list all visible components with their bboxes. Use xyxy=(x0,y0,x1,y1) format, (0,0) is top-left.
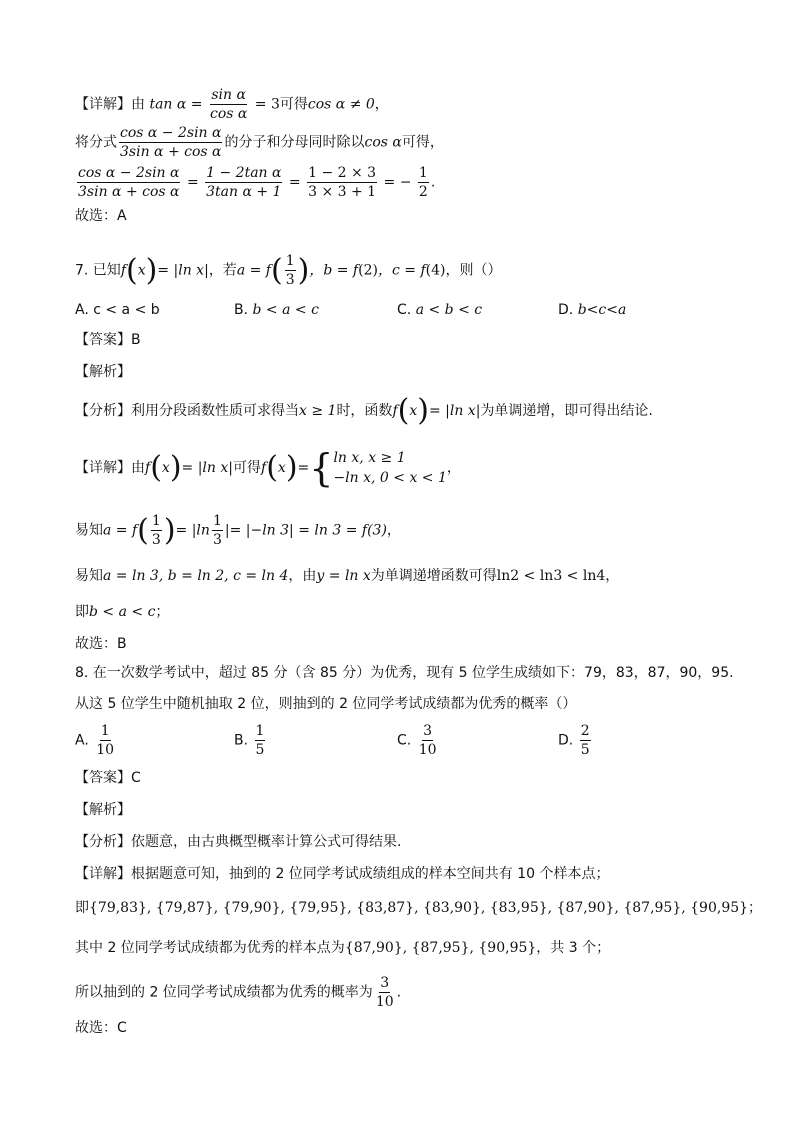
text: ，由 xyxy=(288,568,317,584)
fraction-one-third xyxy=(212,512,223,549)
equals: = xyxy=(186,174,199,191)
abc-values: a = ln 3, b = ln 2, c = ln 4 xyxy=(103,568,289,584)
text: 可得， xyxy=(401,134,444,151)
text: 由 xyxy=(131,96,145,113)
text: 即 xyxy=(75,604,89,620)
var-x: x xyxy=(277,460,286,476)
value: b < a < c xyxy=(252,302,319,318)
text: 易知 xyxy=(75,568,103,584)
c-eq: ，c = f xyxy=(377,262,426,279)
abs-ln-x: = |ln x| xyxy=(428,403,481,419)
numerator: 1 xyxy=(100,723,110,739)
text: 其中 2 位同学考试成绩都为优秀的样本点为 xyxy=(75,940,345,956)
s6-detail-line1 xyxy=(75,86,389,123)
fraction xyxy=(418,722,438,759)
abs-ln-x: = |ln x| xyxy=(181,460,233,476)
func-f: f xyxy=(392,403,398,419)
c-arg: (4) xyxy=(425,262,446,279)
text: ， xyxy=(386,522,401,539)
fraction-sin-cos xyxy=(209,86,248,123)
s6-detail-line2 xyxy=(75,124,444,161)
piecewise-cases xyxy=(333,448,446,488)
numerator: 1 xyxy=(151,513,161,529)
denominator: 3tan α + 1 xyxy=(206,184,282,200)
case-2: −ln x, 0 < x < 1 xyxy=(333,470,447,486)
q7-choose: 故选：B xyxy=(75,636,127,652)
text: 【详解】由 xyxy=(75,460,145,476)
q8-option-d xyxy=(558,722,593,759)
inequality: ln2 < ln3 < ln4 xyxy=(496,568,606,584)
q7-answer: 【答案】B xyxy=(75,332,141,348)
text: 可得 xyxy=(279,96,308,113)
y-ln-x: y = ln x xyxy=(316,568,371,584)
text: ， xyxy=(605,568,620,584)
text: ，若 xyxy=(208,262,237,279)
equals-neg: = − xyxy=(383,174,412,191)
tan-expr: tan α = xyxy=(149,96,203,113)
fraction xyxy=(255,722,266,759)
denominator: 3 × 3 + 1 xyxy=(308,184,377,200)
x-ge-1: x ≥ 1 xyxy=(299,403,337,419)
equation-chain: = |−ln 3| = ln 3 = f(3) xyxy=(229,522,387,539)
numerator: 1 xyxy=(285,253,295,269)
denominator: 2 xyxy=(418,184,428,200)
a-eq-f: a = f xyxy=(236,262,271,279)
numerator: cos α − 2sin α xyxy=(120,125,222,141)
label: A. xyxy=(75,732,89,749)
label: C. xyxy=(397,732,412,749)
numerator: 1 − 2 × 3 xyxy=(308,165,377,181)
numerator: 1 xyxy=(418,165,428,181)
equals-3: = 3 xyxy=(254,96,280,113)
text: 将分式 xyxy=(75,134,117,151)
var-x: x xyxy=(161,460,170,476)
text: 所以抽到的 2 位同学考试成绩都为优秀的概率为 xyxy=(75,984,373,1001)
case-1: ln x, x ≥ 1 xyxy=(333,450,406,466)
denominator: 3 xyxy=(151,532,161,548)
numerator: 2 xyxy=(580,723,590,739)
equals: = xyxy=(288,174,301,191)
label: D. xyxy=(558,302,574,318)
func-f: f xyxy=(120,262,126,279)
fraction-2 xyxy=(205,164,282,201)
text: 易知 xyxy=(75,522,103,539)
denominator: 5 xyxy=(255,742,265,758)
abs-ln: = |ln xyxy=(175,522,210,539)
q8-detail: 【详解】根据题意可知，抽到的 2 位同学考试成绩组成的样本空间共有 10 个样本点； xyxy=(75,866,610,882)
var-x: x xyxy=(409,403,418,419)
text: . xyxy=(396,984,402,1001)
numerator: 3 xyxy=(380,975,390,991)
text: ， xyxy=(374,96,389,113)
b-arg: (2) xyxy=(358,262,378,279)
fraction-1 xyxy=(77,164,180,201)
text: 【分析】利用分段函数性质可求得当 xyxy=(75,403,299,419)
text: 的分子和分母同时除以 xyxy=(224,134,365,151)
denominator: 3sin α + cos α xyxy=(78,184,180,200)
sample-list: {79,83}, {79,87}, {79,90}, {79,95}, {83,87}, {83,90}, {83,95}, {87,90}, {87,95}, {90,95} xyxy=(89,900,749,916)
q8-stem-2: 从这 5 位学生中随机抽取 2 位，则抽到的 2 位同学考试成绩都为优秀的概率（） xyxy=(75,696,577,712)
fraction-3 xyxy=(307,164,377,201)
q8-stem-1: 8. 在一次数学考试中，超过 85 分（含 85 分）为优秀，现有 5 位学生成绩如下：79，83，87，90，95. xyxy=(75,665,734,681)
q7-option-d xyxy=(558,300,626,320)
fraction-half xyxy=(418,164,429,201)
q8-option-b xyxy=(234,722,267,759)
q8-choose: 故选：C xyxy=(75,1020,127,1036)
fraction-3-10 xyxy=(375,974,395,1011)
b-eq: ，b = f xyxy=(309,262,359,279)
denominator: cos α xyxy=(209,106,248,122)
q8-fenxi: 【分析】依题意，由古典概型概率计算公式可得结果. xyxy=(75,834,402,850)
numerator: 1 − 2tan α xyxy=(206,165,282,181)
q8-option-c xyxy=(397,722,440,759)
value: b<c<a xyxy=(577,302,627,318)
q7-conclusion xyxy=(75,602,169,622)
fraction-one-third xyxy=(151,512,162,549)
q8-probability xyxy=(75,974,401,1011)
text: ， xyxy=(446,460,461,476)
var-x: x xyxy=(137,262,146,279)
a-eq-f: a = f xyxy=(103,522,138,539)
q8-answer: 【答案】C xyxy=(75,770,141,786)
q7-option-c xyxy=(397,300,482,320)
numerator: cos α − 2sin α xyxy=(78,165,180,181)
q7-stem: 7. 已知f(x)= |ln x|，若a = f( $\frac{1}{3}$ )，b = f(2)，c = f(4)，则（） xyxy=(75,252,502,288)
text: ； xyxy=(748,900,763,916)
q7-yizhi-abc xyxy=(75,566,619,586)
fraction xyxy=(95,722,115,759)
s6-detail-line3 xyxy=(75,164,435,201)
numerator: sin α xyxy=(211,87,246,103)
text: 为单调递增函数可得 xyxy=(370,568,497,584)
denominator: 10 xyxy=(96,742,115,758)
q7-yizhi-a: 易知a = f( $\frac{1}{3}$ )= |ln $\frac{1}{3}$ |= |−ln 3| = ln 3 = f(3)， xyxy=(75,512,401,548)
denominator: 3sin α + cos α xyxy=(120,144,222,160)
cos-ne-0: cos α ≠ 0 xyxy=(307,96,375,113)
label: B. xyxy=(234,732,249,749)
numerator: 3 xyxy=(423,723,433,739)
func-f: f xyxy=(145,460,151,476)
denominator: 3 xyxy=(285,272,295,288)
abs-close: | xyxy=(224,522,230,539)
text: 即 xyxy=(75,900,89,916)
value: a < b < c xyxy=(415,302,483,318)
text: ； xyxy=(155,604,170,620)
text: 为单调递增，即可得出结论. xyxy=(480,403,653,419)
b-a-c: b < a < c xyxy=(89,604,156,620)
q7-detail-piecewise: 【详解】由f(x)= |ln x|可得f(x)={ ln x, x ≥ 1 −ln x, 0 < x < 1 ， xyxy=(75,446,461,490)
func-f: f xyxy=(261,460,267,476)
question-number: 7. 已知 xyxy=(75,262,121,279)
q7-option-a: A. c < a < b xyxy=(75,302,160,318)
q7-option-b xyxy=(234,300,319,320)
text: 时，函数 xyxy=(336,403,393,419)
q7-analysis-tag: 【解析】 xyxy=(75,364,131,380)
fraction-one-third xyxy=(285,252,296,289)
cos-a: cos α xyxy=(364,134,402,151)
numerator: 1 xyxy=(212,513,222,529)
q7-fenxi: 【分析】利用分段函数性质可求得当x ≥ 1时，函数f(x)= |ln x|为单调递增，即可得出结论. xyxy=(75,393,653,428)
numerator: 1 xyxy=(255,723,265,739)
denominator: 5 xyxy=(580,742,590,758)
text: . xyxy=(430,174,436,191)
denominator: 10 xyxy=(418,742,437,758)
label: D. xyxy=(558,732,574,749)
text: ，则（） xyxy=(445,262,502,279)
denominator: 10 xyxy=(375,994,394,1010)
detail-tag: 【详解】 xyxy=(75,96,131,113)
q8-analysis-tag: 【解析】 xyxy=(75,802,131,818)
s6-answer: 故选：A xyxy=(75,208,127,224)
good-sample-list: {87,90}, {87,95}, {90,95} xyxy=(344,940,537,956)
denominator: 3 xyxy=(212,532,222,548)
fraction-main xyxy=(119,124,222,161)
q8-sample-space xyxy=(75,898,762,918)
q8-option-a xyxy=(75,722,117,759)
fraction xyxy=(580,722,591,759)
text: ，共 3 个； xyxy=(536,940,611,956)
text: 可得 xyxy=(233,460,261,476)
q8-good-samples xyxy=(75,938,610,958)
abs-ln-x: = |ln x| xyxy=(157,262,209,279)
label: B. xyxy=(234,302,249,318)
label: C. xyxy=(397,302,412,318)
